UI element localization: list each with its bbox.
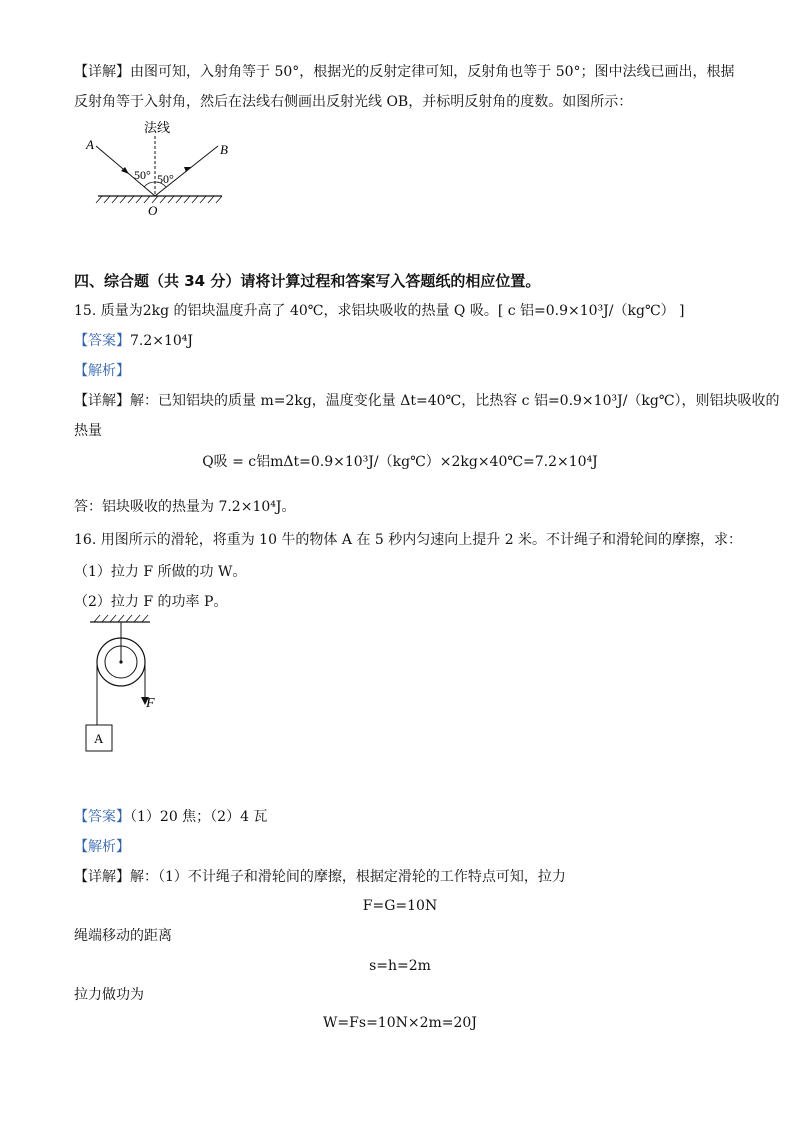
q16-text-3: 拉力做功为 — [74, 987, 144, 1003]
q16-formula-2: s=h=2m — [369, 958, 431, 974]
angle-right-label: 50° — [157, 172, 174, 186]
q16-text-2: 绳端移动的距离 — [74, 928, 172, 944]
q15-answer: 7.2×10⁴J — [130, 333, 194, 349]
q16-question: 16. 用图所示的滑轮，将重为 10 牛的物体 A 在 5 秒内匀速向上提升 2 米。不计绳子和滑轮间的摩擦，求： — [74, 532, 743, 548]
q16-sub-1: （1）拉力 F 所做的功 W。 — [74, 564, 247, 580]
q16-formula-3: W=Fs=10N×2m=20J — [323, 1015, 477, 1031]
q16-analysis-label: 【解析】 — [74, 839, 130, 855]
q15-conclusion: 答：铝块吸收的热量为 7.2×10⁴J。 — [74, 499, 296, 515]
block-a-label: A — [94, 731, 104, 746]
q15-answer-label: 【答案】 — [74, 333, 130, 349]
pulley-axle — [119, 660, 122, 663]
angle-left-label: 50° — [134, 168, 151, 182]
point-a-label: A — [86, 137, 94, 152]
q15-analysis-label: 【解析】 — [74, 363, 130, 379]
point-b-label: B — [220, 142, 228, 157]
mirror-hatching — [96, 196, 222, 203]
reflection-detail-line-2: 反射角等于入射角，然后在法线右侧画出反射光线 OB，并标明反射角的度数。如图所示： — [74, 94, 633, 110]
point-o-label: O — [148, 203, 158, 218]
q15-detail-line-1: 【详解】解：已知铝块的质量 m=2kg，温度变化量 Δt=40℃，比热容 c 铝=0.9×10³J/（kg℃），则铝块吸收的 — [74, 393, 780, 409]
q15-detail-line-2: 热量 — [74, 423, 102, 439]
force-label: F — [146, 696, 155, 711]
angle-arc-left — [144, 182, 155, 187]
q16-sub-2: （2）拉力 F 的功率 P。 — [74, 594, 228, 610]
reflection-detail-line-1: 【详解】由图可知，入射角等于 50°，根据光的反射定律可知，反射角也等于 50°；图中法线已画出，根据 — [74, 64, 735, 80]
ceiling-hatching — [94, 615, 148, 622]
q16-answer-label: 【答案】 — [74, 809, 130, 825]
q16-formula-1: F=G=10N — [362, 898, 438, 914]
q16-answer: （1）20 焦；（2）4 瓦 — [130, 809, 268, 825]
q15-formula: Q吸 = c铝mΔt=0.9×10³J/（kg℃）×2kg×40℃=7.2×10⁴J — [202, 454, 598, 470]
normal-label: 法线 — [144, 120, 171, 135]
q16-answer-row — [74, 807, 267, 827]
pulley-diagram — [84, 614, 164, 754]
q16-detail-line-1: 【详解】解：（1）不计绳子和滑轮间的摩擦，根据定滑轮的工作特点可知，拉力 — [74, 869, 566, 885]
section-4-heading: 四、综合题（共 34 分）请将计算过程和答案写入答题纸的相应位置。 — [74, 272, 541, 290]
q15-answer-row — [74, 331, 193, 351]
reflected-arrow — [184, 167, 191, 172]
q15-question: 15. 质量为2kg 的铝块温度升高了 40℃，求铝块吸收的热量 Q 吸。[ c 铝=0.9×10³J/（kg℃） ] — [74, 303, 685, 319]
reflection-diagram — [84, 116, 234, 220]
